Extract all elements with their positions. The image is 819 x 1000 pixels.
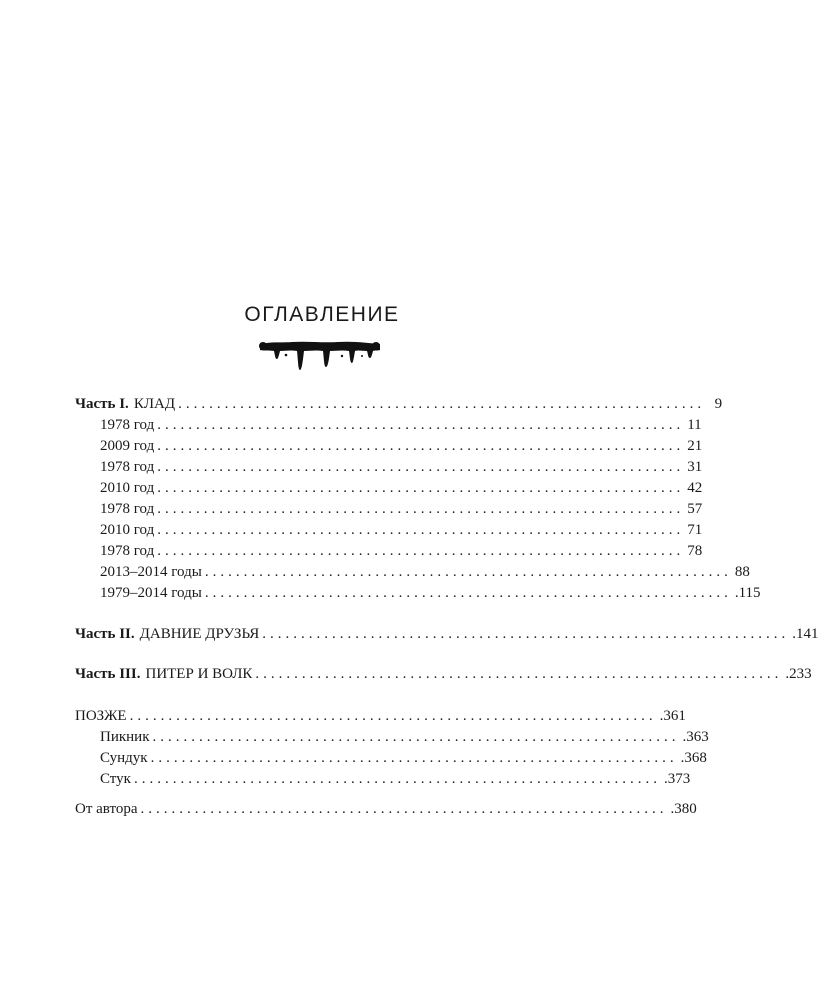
- page-number: 21: [687, 438, 703, 454]
- entry-label: ПИТЕР И ВОЛК: [145, 666, 253, 682]
- entry-label: 2010 год: [100, 522, 155, 538]
- toc-entry: [100, 540, 703, 562]
- entry-label: ДАВНИЕ ДРУЗЬЯ: [139, 626, 260, 642]
- dot-leader: ....................................................................: [129, 708, 657, 724]
- dot-leader: ....................................................................: [157, 417, 685, 433]
- dot-leader: ....................................................................: [255, 666, 783, 682]
- toc-entry-part-2: [75, 623, 819, 645]
- dot-leader: ....................................................................: [157, 522, 685, 538]
- page-number: .361: [659, 708, 686, 724]
- dot-leader: ....................................................................: [157, 438, 685, 454]
- part-prefix: Часть I.: [75, 396, 129, 412]
- toc-entry: [100, 726, 709, 748]
- page-number: .368: [680, 750, 707, 766]
- dot-leader: ....................................................................: [157, 543, 685, 559]
- entry-label: ПОЗЖЕ: [75, 708, 127, 724]
- page-number: .141: [792, 626, 819, 642]
- page-number: 11: [687, 417, 702, 433]
- page-number: 9: [714, 396, 723, 412]
- toc-entry: [100, 582, 761, 604]
- page-number: 78: [687, 543, 703, 559]
- toc-title: ОГЛАВЛЕНИЕ: [244, 303, 400, 326]
- page-number: .363: [682, 729, 709, 745]
- entry-label: 1978 год: [100, 543, 155, 559]
- page-number: 57: [687, 501, 703, 517]
- dot-leader: ....................................................................: [152, 729, 680, 745]
- dot-leader: ....................................................................: [262, 626, 790, 642]
- dot-leader: ....................................................................: [150, 750, 678, 766]
- entry-label: Сундук: [100, 750, 148, 766]
- page-number: .115: [734, 585, 761, 601]
- toc-entry: [100, 498, 703, 520]
- page-number: 88: [734, 564, 750, 580]
- dot-leader: ....................................................................: [157, 480, 685, 496]
- part-prefix: Часть III.: [75, 666, 141, 682]
- dot-leader: ....................................................................: [157, 459, 685, 475]
- entry-label: От автора: [75, 801, 138, 817]
- toc-entry: [100, 414, 702, 436]
- page-number: .380: [670, 801, 697, 817]
- dot-leader: ....................................................................: [140, 801, 668, 817]
- entry-label: 2009 год: [100, 438, 155, 454]
- entry-label: Пикник: [100, 729, 150, 745]
- page-number: 71: [687, 522, 703, 538]
- dot-leader: ....................................................................: [133, 771, 661, 787]
- page-number: .233: [785, 666, 812, 682]
- toc-entry: [100, 519, 703, 541]
- entry-label: 2010 год: [100, 480, 155, 496]
- entry-label: Стук: [100, 771, 131, 787]
- toc-entry-author: [75, 798, 697, 820]
- toc-entry-later: [75, 705, 686, 727]
- entry-label: 1978 год: [100, 459, 155, 475]
- toc-entry: [100, 768, 691, 790]
- toc-entry: [100, 747, 707, 769]
- page-number: 31: [687, 459, 703, 475]
- entry-label: 2013–2014 годы: [100, 564, 202, 580]
- toc-entry: [100, 561, 750, 583]
- dot-leader: ....................................................................: [204, 564, 732, 580]
- entry-label: 1978 год: [100, 501, 155, 517]
- toc-entry: [100, 435, 703, 457]
- entry-label: КЛАД: [133, 396, 176, 412]
- toc-entry-part-1: [75, 393, 723, 415]
- toc-entry-part-3: [75, 663, 812, 685]
- dot-leader: ....................................................................: [204, 585, 732, 601]
- dot-leader: ....................................................................: [178, 396, 706, 412]
- entry-label: 1978 год: [100, 417, 155, 433]
- dot-leader: ....................................................................: [157, 501, 685, 517]
- part-prefix: Часть II.: [75, 626, 135, 642]
- toc-entry: [100, 477, 703, 499]
- entry-label: 1979–2014 годы: [100, 585, 202, 601]
- page-number: 42: [687, 480, 703, 496]
- ink-drip-ornament: [258, 337, 382, 373]
- page-number: .373: [663, 771, 691, 787]
- toc-entry: [100, 456, 703, 478]
